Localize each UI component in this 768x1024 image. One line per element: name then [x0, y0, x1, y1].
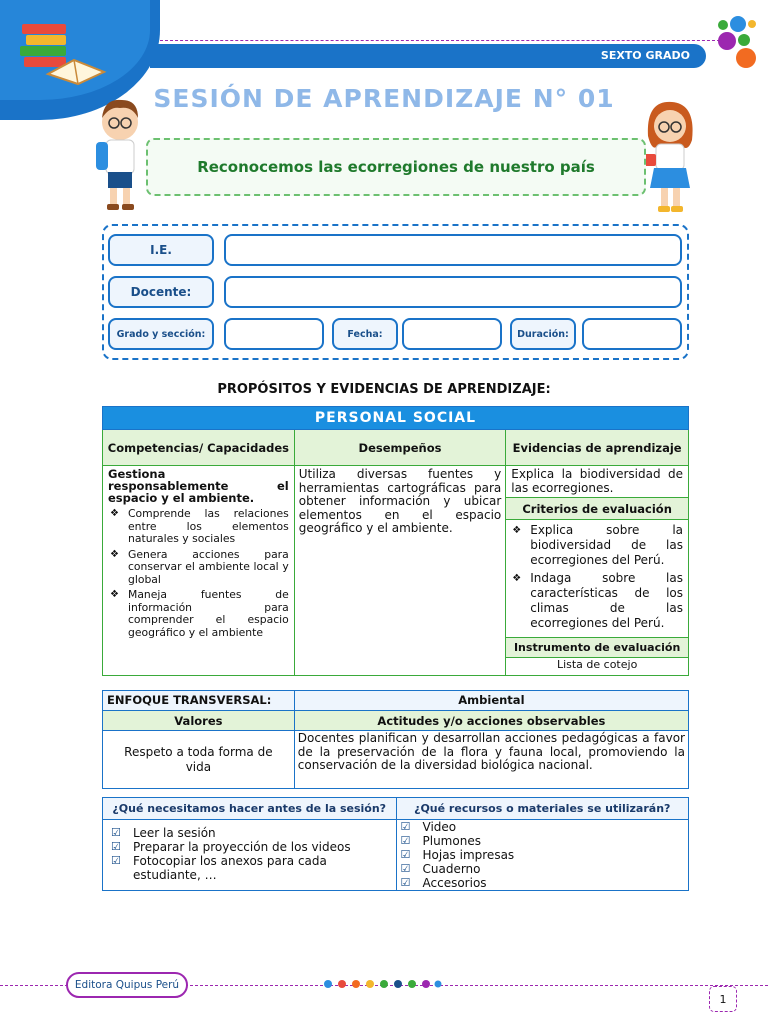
grado-label: Grado y sección: — [108, 318, 214, 350]
actitudes-header: Actitudes y/o acciones observables — [294, 711, 688, 731]
docente-label: Docente: — [108, 276, 214, 308]
criterios-header: Criterios de evaluación — [506, 498, 689, 520]
enfoque-label: ENFOQUE TRANSVERSAL: — [103, 691, 295, 711]
checkbox-icon: ☑ — [400, 820, 411, 833]
ie-label: I.E. — [108, 234, 214, 266]
session-subtitle: Reconocemos las ecorregiones de nuestro país — [146, 138, 646, 196]
fecha-label: Fecha: — [332, 318, 398, 350]
enfoque-value: Ambiental — [294, 691, 688, 711]
competencia-text: Gestiona responsablemente el espacio y el ambiente. — [108, 467, 289, 505]
page-title: SESIÓN DE APRENDIZAJE N° 01 — [153, 84, 615, 113]
desempeno-cell — [294, 466, 506, 676]
girl-illustration-icon — [642, 96, 698, 216]
col-competencias: Competencias/ Capacidades — [103, 430, 295, 466]
purposes-table — [102, 406, 689, 676]
recursos-cell — [396, 820, 689, 891]
list-item: ❖ Maneja fuentes de información para comprender el espacio geográfico y el ambiente — [108, 589, 289, 639]
list-item: ❖ Explica sobre la biodiversidad de las ecorregiones del Perú. — [510, 523, 683, 568]
instrumento-header: Instrumento de evaluación — [506, 638, 689, 658]
checkbox-icon: ☑ — [111, 854, 121, 867]
duracion-label: Duración: — [510, 318, 576, 350]
publisher-badge: Editora Quipus Perú — [66, 972, 188, 998]
footer-drops-icon — [322, 976, 442, 994]
col-desempenos: Desempeños — [294, 430, 506, 466]
list-item: ☑ Hojas impresas — [400, 848, 515, 862]
checkbox-icon: ☑ — [400, 834, 411, 847]
list-item: ☑ Cuaderno — [400, 862, 481, 876]
actitud-text: Docentes planifican y desarrollan acciones pedagógicas a favor de la preservación de la flora y fauna local, promoviendo la conservación de la diversidad biológica nacional. — [297, 731, 685, 772]
books-icon — [18, 14, 110, 88]
prep-q2: ¿Qué recursos o materiales se utilizarán? — [396, 798, 689, 820]
col-evidencias: Evidencias de aprendizaje — [506, 430, 689, 466]
grado-field[interactable] — [224, 318, 324, 350]
desempeno-text: Utiliza diversas fuentes y herramientas cartográficas para obtener información y ubicar elementos en el espacio geográfico y el ambiente. — [298, 467, 502, 535]
docente-field[interactable] — [224, 276, 682, 308]
checkbox-icon: ☑ — [111, 840, 121, 853]
fecha-field[interactable] — [402, 318, 502, 350]
enfoque-table — [102, 690, 689, 789]
valor-text: Respeto a toda forma de vida — [103, 731, 295, 789]
prep-q1: ¿Qué necesitamos hacer antes de la sesión? — [103, 798, 397, 820]
capacidades-list — [108, 508, 289, 639]
ie-field[interactable] — [224, 234, 682, 266]
list-item: ☑ Preparar la proyección de los videos — [111, 840, 351, 854]
prep-table — [102, 797, 689, 891]
list-item: ❖ Genera acciones para conservar el ambiente local y global — [108, 549, 289, 587]
actitud-cell — [294, 731, 688, 789]
list-item: ☑ Accesorios — [400, 876, 487, 890]
valores-header: Valores — [103, 711, 295, 731]
list-item: ❖ Indaga sobre las características de los climas de las ecorregiones del Perú. — [510, 571, 683, 631]
checkbox-icon: ☑ — [400, 876, 411, 889]
criterios-list — [510, 523, 683, 631]
info-box — [102, 224, 689, 360]
duracion-field[interactable] — [582, 318, 682, 350]
decorative-dots — [714, 14, 764, 70]
checkbox-icon: ☑ — [111, 826, 121, 839]
checkbox-icon: ☑ — [400, 848, 411, 861]
list-item: ☑ Plumones — [400, 834, 481, 848]
list-item: ☑ Fotocopiar los anexos para cada estudiante, … — [111, 854, 327, 882]
section-title: PROPÓSITOS Y EVIDENCIAS DE APRENDIZAJE: — [217, 382, 551, 397]
checkbox-icon: ☑ — [400, 862, 411, 875]
evidencia-cell — [506, 466, 689, 498]
boy-illustration-icon — [92, 92, 148, 212]
list-item: ❖ Comprende las relaciones entre los elementos naturales y sociales — [108, 508, 289, 546]
criterios-cell — [506, 520, 689, 638]
instrumento-value: Lista de cotejo — [506, 658, 689, 676]
area-header: PERSONAL SOCIAL — [103, 407, 689, 430]
grade-bar: SEXTO GRADO — [150, 44, 706, 68]
competencias-cell — [103, 466, 295, 676]
antes-cell — [103, 820, 397, 891]
evidencia-text: Explica la biodiversidad de las ecorregiones. — [511, 467, 683, 495]
page-number: 1 — [709, 986, 737, 1012]
list-item: ☑ Leer la sesión — [111, 826, 216, 840]
header-dashed-line — [160, 40, 720, 41]
list-item: ☑ Video — [400, 820, 457, 834]
